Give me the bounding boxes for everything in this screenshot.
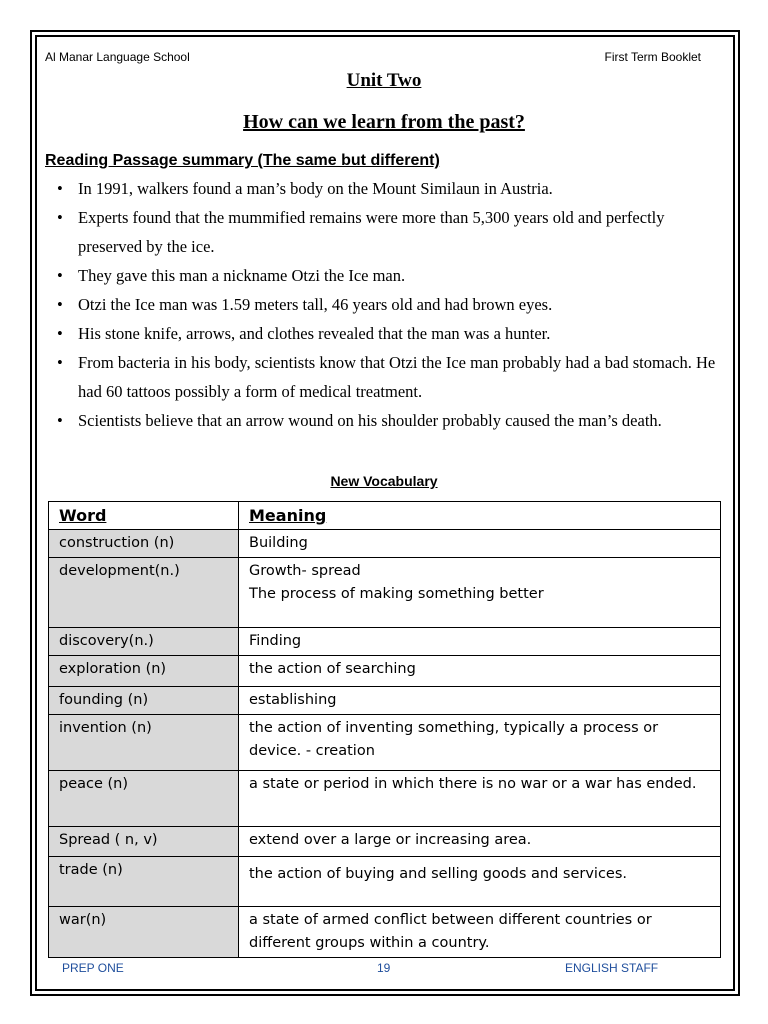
word-cell: discovery(n.) [49,628,239,656]
bullet-icon: • [57,179,63,198]
summary-item [48,261,720,290]
summary-item [48,174,720,203]
meaning-cell: Finding [239,628,721,656]
summary-item-text: They gave this man a nickname Otzi the Ice man. [78,266,406,285]
booklet-name: First Term Booklet [604,50,701,64]
table-row [49,771,721,827]
summary-item-text: From bacteria in his body, scientists know that Otzi the Ice man probably had a bad stomach. He had 60 tattoos possibly a form of medical treatment. [78,353,716,401]
meaning-cell: Growth- spread The process of making something better [239,558,721,628]
table-row [49,687,721,715]
table-row [49,656,721,687]
summary-item [48,290,720,319]
table-row [49,558,721,628]
meaning-cell: a state or period in which there is no war or a war has ended. [239,771,721,827]
meaning-cell: the action of buying and selling goods and services. [239,857,721,907]
lesson-question-title: How can we learn from the past? [243,111,525,133]
summary-item-text: Scientists believe that an arrow wound on his shoulder probably caused the man’s death. [78,411,662,430]
footer-grade: PREP ONE [62,961,124,975]
word-cell: founding (n) [49,687,239,715]
bullet-icon: • [57,266,63,285]
meaning-cell: Building [239,530,721,558]
word-cell: trade (n) [49,857,239,907]
meaning-cell: establishing [239,687,721,715]
summary-list [48,174,720,435]
meaning-cell: the action of searching [239,656,721,687]
word-cell: war(n) [49,907,239,958]
meaning-cell: extend over a large or increasing area. [239,827,721,857]
word-cell: exploration (n) [49,656,239,687]
column-header-meaning: Meaning [239,502,721,530]
table-row [49,857,721,907]
summary-item-text: In 1991, walkers found a man’s body on the Mount Similaun in Austria. [78,179,553,198]
vocabulary-table [48,501,721,958]
table-row [49,907,721,958]
word-cell: construction (n) [49,530,239,558]
footer-department: ENGLISH STAFF [565,961,659,975]
summary-item [48,348,720,406]
table-header-row [49,502,721,530]
summary-heading: Reading Passage summary (The same but different) [45,152,440,169]
bullet-icon: • [57,411,63,430]
meaning-cell: the action of inventing something, typically a process or device. - creation [239,715,721,771]
summary-item [48,406,720,435]
word-cell: peace (n) [49,771,239,827]
bullet-icon: • [57,324,63,343]
bullet-icon: • [57,295,63,314]
bullet-icon: • [57,208,63,227]
footer-page-number: 19 [377,961,391,975]
summary-item-text: His stone knife, arrows, and clothes revealed that the man was a hunter. [78,324,551,343]
meaning-cell: a state of armed conflict between different countries or different groups within a country. [239,907,721,958]
summary-item-text: Experts found that the mummified remains were more than 5,300 years old and perfectly preserved by the ice. [78,208,665,256]
table-row [49,827,721,857]
summary-item-text: Otzi the Ice man was 1.59 meters tall, 46 years old and had brown eyes. [78,295,553,314]
bullet-icon: • [57,353,63,372]
word-cell: Spread ( n, v) [49,827,239,857]
unit-title: Unit Two [346,70,422,91]
summary-item [48,319,720,348]
word-cell: invention (n) [49,715,239,771]
school-name: Al Manar Language School [45,50,190,64]
table-row [49,628,721,656]
word-cell: development(n.) [49,558,239,628]
table-row [49,530,721,558]
column-header-word: Word [49,502,239,530]
summary-item [48,203,720,261]
vocabulary-heading: New Vocabulary [330,473,438,489]
table-row [49,715,721,771]
